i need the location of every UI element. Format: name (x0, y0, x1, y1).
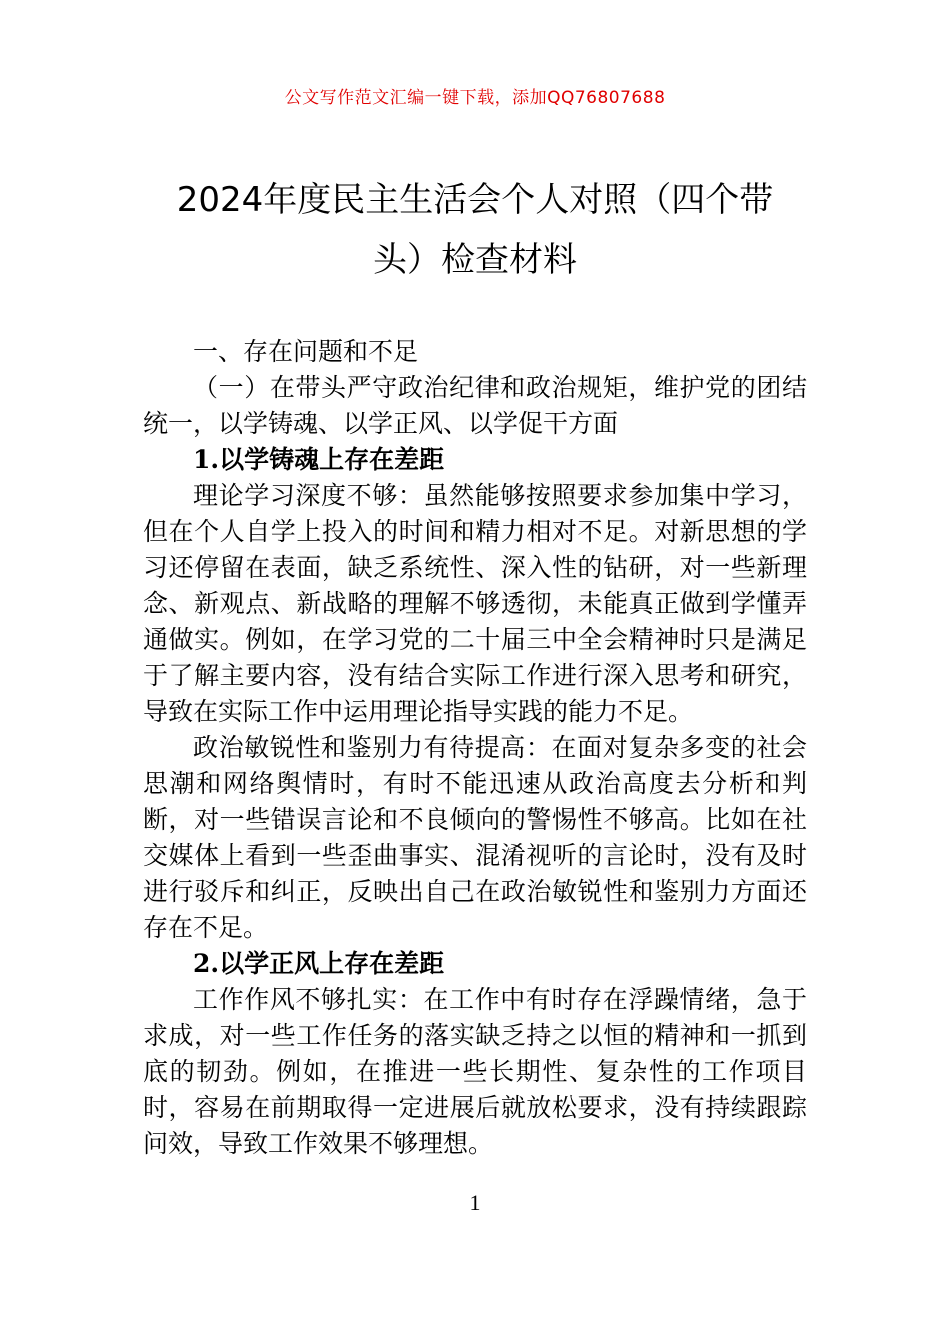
point-heading-text-2: 以学正风上存在差距 (219, 949, 445, 978)
point-heading-text-1: 以学铸魂上存在差距 (219, 445, 445, 474)
page-number: 1 (469, 1190, 481, 1215)
document-body (143, 334, 807, 1162)
title-line-1: 2024年度民主生活会个人对照（四个带 (176, 180, 774, 220)
paragraph: 工作作风不够扎实：在工作中有时存在浮躁情绪，急于求成，对一些工作任务的落实缺乏持之以恒的精神和一抓到底的韧劲。例如，在推进一些长期性、复杂性的工作项目时，容易在前期取得一定进展后就放松要求，没有持续跟踪问效，导致工作效果不够理想。 (143, 985, 807, 1158)
title-line-2: 头）检查材料 (373, 240, 577, 280)
subsection-heading: （一）在带头严守政治纪律和政治规矩，维护党的团结统一，以学铸魂、以学正风、以学促干方面 (143, 373, 807, 438)
paragraph: 政治敏锐性和鉴别力有待提高：在面对复杂多变的社会思潮和网络舆情时，有时不能迅速从政治高度去分析和判断，对一些错误言论和不良倾向的警惕性不够高。比如在社交媒体上看到一些歪曲事实、混淆视听的言论时，没有及时进行驳斥和纠正，反映出自己在政治敏锐性和鉴别力方面还存在不足。 (143, 733, 807, 942)
section-heading: 一、存在问题和不足 (193, 337, 419, 366)
point-number-2: 2. (193, 949, 220, 978)
document-title (150, 170, 800, 290)
download-notice: 公文写作范文汇编一键下载，添加QQ76807688 (284, 88, 666, 108)
point-heading-1 (143, 442, 807, 478)
point-number-1: 1. (193, 445, 220, 474)
paragraph: 理论学习深度不够：虽然能够按照要求参加集中学习，但在个人自学上投入的时间和精力相对不足。对新思想的学习还停留在表面，缺乏系统性、深入性的钻研，对一些新理念、新观点、新战略的理解不够透彻，未能真正做到学懂弄通做实。例如，在学习党的二十届三中全会精神时只是满足于了解主要内容，没有结合实际工作进行深入思考和研究，导致在实际工作中运用理论指导实践的能力不足。 (143, 481, 807, 726)
point-heading-2 (143, 946, 807, 982)
